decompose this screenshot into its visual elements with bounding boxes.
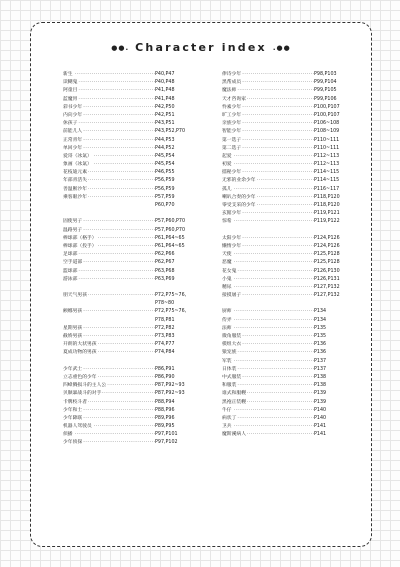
entry-name: 机器人驾驶员 bbox=[63, 423, 93, 431]
index-entry bbox=[222, 423, 362, 431]
index-entry bbox=[63, 202, 203, 210]
index-entry bbox=[222, 399, 362, 407]
entry-pages: P110~111 bbox=[314, 137, 340, 143]
index-entry bbox=[222, 194, 362, 202]
entry-name: 黑袍正装幔 bbox=[222, 399, 247, 407]
entry-name: 魔法师 bbox=[222, 87, 237, 95]
entry-pages: P41,P48 bbox=[155, 96, 175, 102]
entry-pages: P89,P96 bbox=[155, 415, 175, 421]
entry-pages: P125,P128 bbox=[314, 260, 340, 266]
index-entry bbox=[222, 71, 362, 79]
entry-name: 前能儿人 bbox=[63, 128, 83, 136]
group-gap bbox=[63, 210, 203, 218]
index-entry bbox=[63, 390, 203, 398]
entry-name: 卫兵 bbox=[222, 423, 233, 431]
entry-pages: P118,P120 bbox=[314, 194, 340, 200]
entry-pages: P57,P60,P70 bbox=[155, 219, 186, 225]
index-entry bbox=[63, 349, 203, 357]
index-entry bbox=[222, 268, 362, 276]
entry-pages: P61,P64~65 bbox=[155, 243, 185, 249]
entry-pages: P108~109 bbox=[314, 129, 340, 135]
group-gap bbox=[63, 284, 203, 292]
group-gap bbox=[222, 300, 362, 308]
title-text: Character index bbox=[135, 41, 267, 54]
entry-name: 日体装 bbox=[222, 366, 237, 374]
entry-name: 军装 bbox=[222, 358, 233, 366]
index-entry bbox=[63, 169, 203, 177]
page-title bbox=[31, 41, 371, 54]
entry-pages: P88,P94 bbox=[155, 399, 175, 405]
index-entry bbox=[63, 308, 203, 316]
entry-pages: P136 bbox=[314, 350, 327, 356]
index-entry bbox=[222, 341, 362, 349]
index-entry bbox=[63, 243, 203, 251]
entry-pages: P99,P104 bbox=[314, 80, 337, 86]
entry-name: 新生 bbox=[63, 71, 74, 79]
entry-name: 侦播 bbox=[63, 431, 74, 439]
index-entry bbox=[222, 177, 362, 185]
entry-pages: P126,P130 bbox=[314, 268, 340, 274]
entry-name: 谁式和服幔 bbox=[222, 390, 247, 398]
index-entry bbox=[222, 251, 362, 259]
entry-name: 孤儿 bbox=[222, 186, 233, 194]
entry-pages: P134 bbox=[314, 309, 327, 315]
entry-pages: P45,P54 bbox=[155, 153, 175, 159]
entry-name: 猿宠族 bbox=[222, 349, 237, 357]
entry-pages: P100,P107 bbox=[314, 112, 340, 118]
entry-pages: P140 bbox=[314, 415, 327, 421]
index-entry bbox=[222, 128, 362, 136]
index-frame bbox=[30, 22, 372, 547]
index-entry bbox=[63, 366, 203, 374]
entry-name: 小鬼 bbox=[222, 276, 233, 284]
entry-pages: P137 bbox=[314, 358, 327, 364]
leader-dots bbox=[222, 161, 314, 169]
entry-pages: P86,P90 bbox=[155, 374, 175, 380]
entry-name: 单回少年 bbox=[63, 145, 83, 153]
index-entry bbox=[63, 128, 203, 136]
entry-pages: P127,P132 bbox=[314, 284, 340, 290]
leader-dots bbox=[222, 325, 314, 333]
index-entry bbox=[222, 407, 362, 415]
index-entry bbox=[222, 284, 362, 292]
entry-name: 零受支采的少年 bbox=[222, 202, 257, 210]
entry-pages: P97,P101 bbox=[155, 432, 178, 438]
index-entry bbox=[222, 374, 362, 382]
entry-name: 玄館少年 bbox=[222, 210, 242, 218]
index-entry bbox=[222, 317, 362, 325]
entry-pages: P63,P68 bbox=[155, 268, 175, 274]
entry-name: 温路男子 bbox=[63, 227, 83, 235]
index-entry bbox=[222, 431, 362, 439]
entry-pages: P139 bbox=[314, 391, 327, 397]
entry-pages: P86,P91 bbox=[155, 366, 175, 372]
entry-name: 法师 bbox=[222, 325, 233, 333]
index-entry bbox=[222, 243, 362, 251]
entry-pages: P114~115 bbox=[314, 178, 340, 184]
entry-name: 固使男子 bbox=[63, 218, 83, 226]
entry-name: 花枝迪元素 bbox=[63, 169, 88, 177]
entry-name: 爱哥（冰氣） bbox=[63, 153, 93, 161]
entry-pages: P99,P105 bbox=[314, 88, 337, 94]
entry-name: 少年侦探 bbox=[63, 439, 83, 447]
index-entry bbox=[222, 349, 362, 357]
leader-dots bbox=[63, 71, 155, 79]
index-entry bbox=[63, 407, 203, 415]
entry-pages: P43,P52,P70 bbox=[155, 129, 186, 135]
title-dots-left-icon: ●●. bbox=[111, 44, 130, 52]
index-entry bbox=[222, 308, 362, 316]
entry-pages: P118,P120 bbox=[314, 203, 340, 208]
entry-pages: P141 bbox=[314, 432, 327, 438]
index-entry bbox=[63, 341, 203, 349]
index-entry bbox=[222, 276, 362, 284]
entry-pages: P40,P47 bbox=[155, 72, 175, 77]
leader-dots bbox=[222, 358, 314, 366]
index-entry bbox=[222, 153, 362, 161]
entry-pages: P137 bbox=[314, 366, 327, 372]
entry-pages: P57,P59 bbox=[155, 194, 175, 200]
entry-name: 少年和士 bbox=[63, 407, 83, 415]
entry-pages: P44,P53 bbox=[155, 137, 175, 143]
entry-pages: P41,P48 bbox=[155, 88, 175, 94]
index-entry bbox=[222, 87, 362, 95]
index-entry bbox=[222, 325, 362, 333]
entry-name: 朋天气男孩 bbox=[63, 292, 88, 300]
entry-pages: P141 bbox=[314, 424, 327, 430]
entry-pages: P98,P103 bbox=[314, 72, 337, 77]
index-entry bbox=[222, 79, 362, 87]
index-entry bbox=[63, 194, 203, 202]
leader-dots bbox=[222, 259, 314, 267]
leader-dots bbox=[222, 251, 314, 259]
entry-name: 额娜男孩 bbox=[63, 308, 83, 316]
entry-name: 四峰腾损斗的主人公 bbox=[63, 382, 107, 390]
entry-name: 亲族少年 bbox=[222, 120, 242, 128]
entry-name: 恶魔 bbox=[222, 259, 233, 267]
entry-pages: P78,P81 bbox=[155, 317, 175, 323]
entry-pages: P134 bbox=[314, 317, 327, 323]
group-gap bbox=[63, 358, 203, 366]
entry-pages: P135 bbox=[314, 325, 327, 331]
entry-pages: P116~117 bbox=[314, 186, 340, 192]
index-entry bbox=[222, 292, 362, 300]
index-entry bbox=[222, 104, 362, 112]
entry-pages: P42,P51 bbox=[155, 112, 175, 118]
entry-pages: P62,P67 bbox=[155, 260, 175, 266]
entry-name: 正常青年 bbox=[63, 137, 83, 145]
entry-name: 星期男孩 bbox=[63, 325, 83, 333]
index-entry bbox=[63, 251, 203, 259]
index-entry bbox=[222, 112, 362, 120]
index-entry bbox=[63, 71, 203, 79]
index-entry bbox=[222, 415, 362, 423]
entry-pages: P124,P126 bbox=[314, 235, 340, 241]
leader-dots bbox=[222, 308, 314, 316]
entry-pages: P119,P121 bbox=[314, 211, 340, 217]
entry-name: 内向少年 bbox=[63, 112, 83, 120]
index-entry bbox=[63, 227, 203, 235]
entry-pages: P74,P84 bbox=[155, 350, 175, 356]
entry-name: 黑帮成员 bbox=[222, 79, 242, 87]
entry-pages: P46,P55 bbox=[155, 170, 175, 176]
index-entry bbox=[63, 268, 203, 276]
entry-pages: P127,P132 bbox=[314, 293, 340, 299]
leader-dots bbox=[222, 407, 314, 415]
leader-dots bbox=[222, 276, 314, 284]
entry-name: 懒惰少年 bbox=[222, 243, 242, 251]
index-entry bbox=[63, 137, 203, 145]
entry-pages: P73,P83 bbox=[155, 334, 175, 339]
entry-name: 善温断沙年 bbox=[63, 186, 88, 194]
leader-dots bbox=[222, 186, 314, 194]
index-entry bbox=[63, 161, 203, 169]
index-entry bbox=[63, 79, 203, 87]
index-entry bbox=[63, 325, 203, 333]
entry-name: 阿童目 bbox=[63, 87, 78, 95]
entry-pages: P78~80 bbox=[155, 301, 175, 307]
title-dots-right-icon: .●● bbox=[272, 44, 291, 52]
entry-name: 游泳部 bbox=[63, 276, 78, 284]
entry-pages: P89,P95 bbox=[155, 424, 175, 430]
entry-name: 休孩子 bbox=[63, 120, 78, 128]
index-entry bbox=[63, 292, 203, 300]
index-entry bbox=[63, 235, 203, 243]
entry-pages: P56,P59 bbox=[155, 186, 175, 192]
entry-name: 和服装 bbox=[222, 382, 237, 390]
index-entry bbox=[222, 333, 362, 341]
entry-pages: P125,P128 bbox=[314, 252, 340, 258]
entry-pages: P42,P50 bbox=[155, 104, 175, 110]
entry-pages: P72,P75~76, bbox=[155, 293, 187, 299]
entry-name: 第一选子 bbox=[222, 137, 242, 145]
entry-name: 象画（冰氣） bbox=[63, 161, 93, 169]
entry-name: 微角服装 bbox=[222, 333, 242, 341]
entry-pages: P140 bbox=[314, 407, 327, 413]
index-entry bbox=[222, 382, 362, 390]
entry-name: 无邪的业余少年 bbox=[222, 177, 257, 185]
index-entry bbox=[63, 374, 203, 382]
index-entry bbox=[222, 210, 362, 218]
index-entry bbox=[63, 300, 203, 308]
entry-name: 中式服装 bbox=[222, 374, 242, 382]
entry-name: 精尿 bbox=[222, 284, 233, 292]
index-entry bbox=[63, 218, 203, 226]
leader-dots bbox=[63, 431, 155, 439]
entry-pages: P72,P75~76, bbox=[155, 309, 187, 315]
entry-name: 立志重色的少年 bbox=[63, 374, 98, 382]
index-entry bbox=[222, 137, 362, 145]
entry-name: 彩书少年 bbox=[63, 104, 83, 112]
index-entry bbox=[63, 431, 203, 439]
leader-dots bbox=[222, 284, 314, 292]
entry-pages: P45,P54 bbox=[155, 162, 175, 168]
index-entry bbox=[222, 120, 362, 128]
index-entry bbox=[222, 169, 362, 177]
entry-name: 棒球部（格手） bbox=[63, 235, 98, 243]
entry-name: 足球部 bbox=[63, 251, 78, 259]
entry-pages: P106~108 bbox=[314, 121, 340, 127]
entry-pages: P88,P96 bbox=[155, 407, 175, 413]
entry-pages: P135 bbox=[314, 334, 327, 339]
entry-pages: P139 bbox=[314, 399, 327, 405]
index-entry bbox=[63, 87, 203, 95]
leader-dots bbox=[222, 153, 314, 161]
entry-pages: P43,P51 bbox=[155, 121, 175, 127]
entry-name: 少年武士 bbox=[63, 366, 83, 374]
entry-name: 接摸屠子 bbox=[222, 292, 242, 300]
index-column-right bbox=[222, 71, 362, 439]
entry-name: 年部青活失 bbox=[63, 177, 88, 185]
index-entry bbox=[222, 218, 362, 226]
entry-name: 喇叭合奏的少年 bbox=[222, 194, 257, 202]
entry-pages: P44,P52 bbox=[155, 145, 175, 151]
index-entry bbox=[63, 382, 203, 390]
entry-pages: P112~113 bbox=[314, 162, 340, 168]
entry-pages: P72,P82 bbox=[155, 325, 175, 331]
entry-name: 魔斯溪病人 bbox=[222, 431, 247, 439]
index-entry bbox=[63, 423, 203, 431]
entry-pages: P57,P60,P70 bbox=[155, 227, 186, 233]
entry-name: 开朗的大状男孩 bbox=[63, 341, 98, 349]
entry-name: 读糊鬼 bbox=[63, 79, 78, 87]
index-entry bbox=[63, 186, 203, 194]
index-entry bbox=[63, 96, 203, 104]
index-entry bbox=[63, 415, 203, 423]
entry-pages: P110~111 bbox=[314, 145, 340, 151]
entry-pages: P112~113 bbox=[314, 153, 340, 159]
index-entry bbox=[63, 145, 203, 153]
entry-name: 俸诗少年 bbox=[222, 71, 242, 79]
entry-name: 初爱 bbox=[222, 161, 233, 169]
index-entry bbox=[222, 366, 362, 374]
entry-name: 太阳少年 bbox=[222, 235, 242, 243]
index-entry bbox=[222, 358, 362, 366]
entry-name: 怜素少年 bbox=[222, 104, 242, 112]
entry-name: 擂秘少年 bbox=[222, 169, 242, 177]
entry-pages: P138 bbox=[314, 374, 327, 380]
entry-name: 蓝魔胃 bbox=[63, 96, 78, 104]
entry-pages: P63,P69 bbox=[155, 276, 175, 282]
entry-pages: P100,P107 bbox=[314, 104, 340, 110]
entry-pages: P138 bbox=[314, 383, 327, 389]
group-gap bbox=[222, 227, 362, 235]
entry-name: 乘客眼沙年 bbox=[63, 194, 88, 202]
entry-name: 篮球部 bbox=[63, 268, 78, 276]
entry-pages: P74,P77 bbox=[155, 342, 175, 348]
entry-name: 牛仔 bbox=[222, 407, 233, 415]
entry-pages: P62,P66 bbox=[155, 252, 175, 258]
entry-name: 第二选子 bbox=[222, 145, 242, 153]
index-entry bbox=[222, 96, 362, 104]
index-entry bbox=[63, 120, 203, 128]
entry-name: 侍弄 bbox=[222, 317, 233, 325]
index-entry bbox=[222, 390, 362, 398]
index-column-left bbox=[63, 71, 203, 448]
entry-name: 天使 bbox=[222, 251, 233, 259]
leader-dots bbox=[222, 218, 314, 226]
entry-pages: P126,P131 bbox=[314, 276, 340, 282]
entry-name: 惊希 bbox=[222, 218, 233, 226]
entry-pages: P99,P106 bbox=[314, 96, 337, 102]
index-entry bbox=[222, 161, 362, 169]
index-entry bbox=[222, 186, 362, 194]
entry-name: 花女鬼 bbox=[222, 268, 237, 276]
entry-pages: P124,P126 bbox=[314, 243, 340, 249]
entry-name: 夏成功物的男孩 bbox=[63, 349, 98, 357]
entry-pages: P114~115 bbox=[314, 170, 340, 176]
entry-pages: P40,P48 bbox=[155, 80, 175, 86]
entry-name: 少年降联 bbox=[63, 415, 83, 423]
entry-pages: P61,P64~65 bbox=[155, 235, 185, 241]
entry-name: 起爱 bbox=[222, 153, 233, 161]
entry-name: 截娇男孩 bbox=[63, 333, 83, 341]
entry-name: 病状丁 bbox=[222, 415, 237, 423]
index-entry bbox=[63, 177, 203, 185]
entry-name: 空手道部 bbox=[63, 259, 83, 267]
leader-dots bbox=[222, 317, 314, 325]
index-entry bbox=[63, 317, 203, 325]
entry-name: 模组大衣 bbox=[222, 341, 242, 349]
index-entry bbox=[63, 112, 203, 120]
index-entry bbox=[63, 153, 203, 161]
entry-pages: P136 bbox=[314, 342, 327, 348]
entry-pages: P60,P70 bbox=[155, 203, 175, 208]
entry-pages: P87,P92~93 bbox=[155, 391, 185, 397]
entry-pages: P119,P122 bbox=[314, 219, 340, 225]
index-entry bbox=[222, 145, 362, 153]
entry-name: 贝顺暴战斗的对手 bbox=[63, 390, 102, 398]
entry-pages: P97,P102 bbox=[155, 440, 178, 446]
index-entry bbox=[63, 104, 203, 112]
index-entry bbox=[63, 399, 203, 407]
leader-dots bbox=[222, 423, 314, 431]
entry-name: 智能少年 bbox=[222, 128, 242, 136]
index-entry bbox=[222, 202, 362, 210]
index-entry bbox=[63, 276, 203, 284]
entry-name: 天才咨询家 bbox=[222, 96, 247, 104]
entry-name: 棒球部（投手） bbox=[63, 243, 98, 251]
index-entry bbox=[63, 439, 203, 447]
index-entry bbox=[222, 259, 362, 267]
entry-pages: P56,P59 bbox=[155, 178, 175, 184]
entry-name: 旷工少年 bbox=[222, 112, 242, 120]
index-entry bbox=[63, 333, 203, 341]
index-entry bbox=[63, 259, 203, 267]
entry-name: 卡牌校斗者 bbox=[63, 399, 88, 407]
entry-name: 厨师 bbox=[222, 308, 233, 316]
index-entry bbox=[222, 235, 362, 243]
entry-pages: P87,P92~93 bbox=[155, 383, 185, 389]
